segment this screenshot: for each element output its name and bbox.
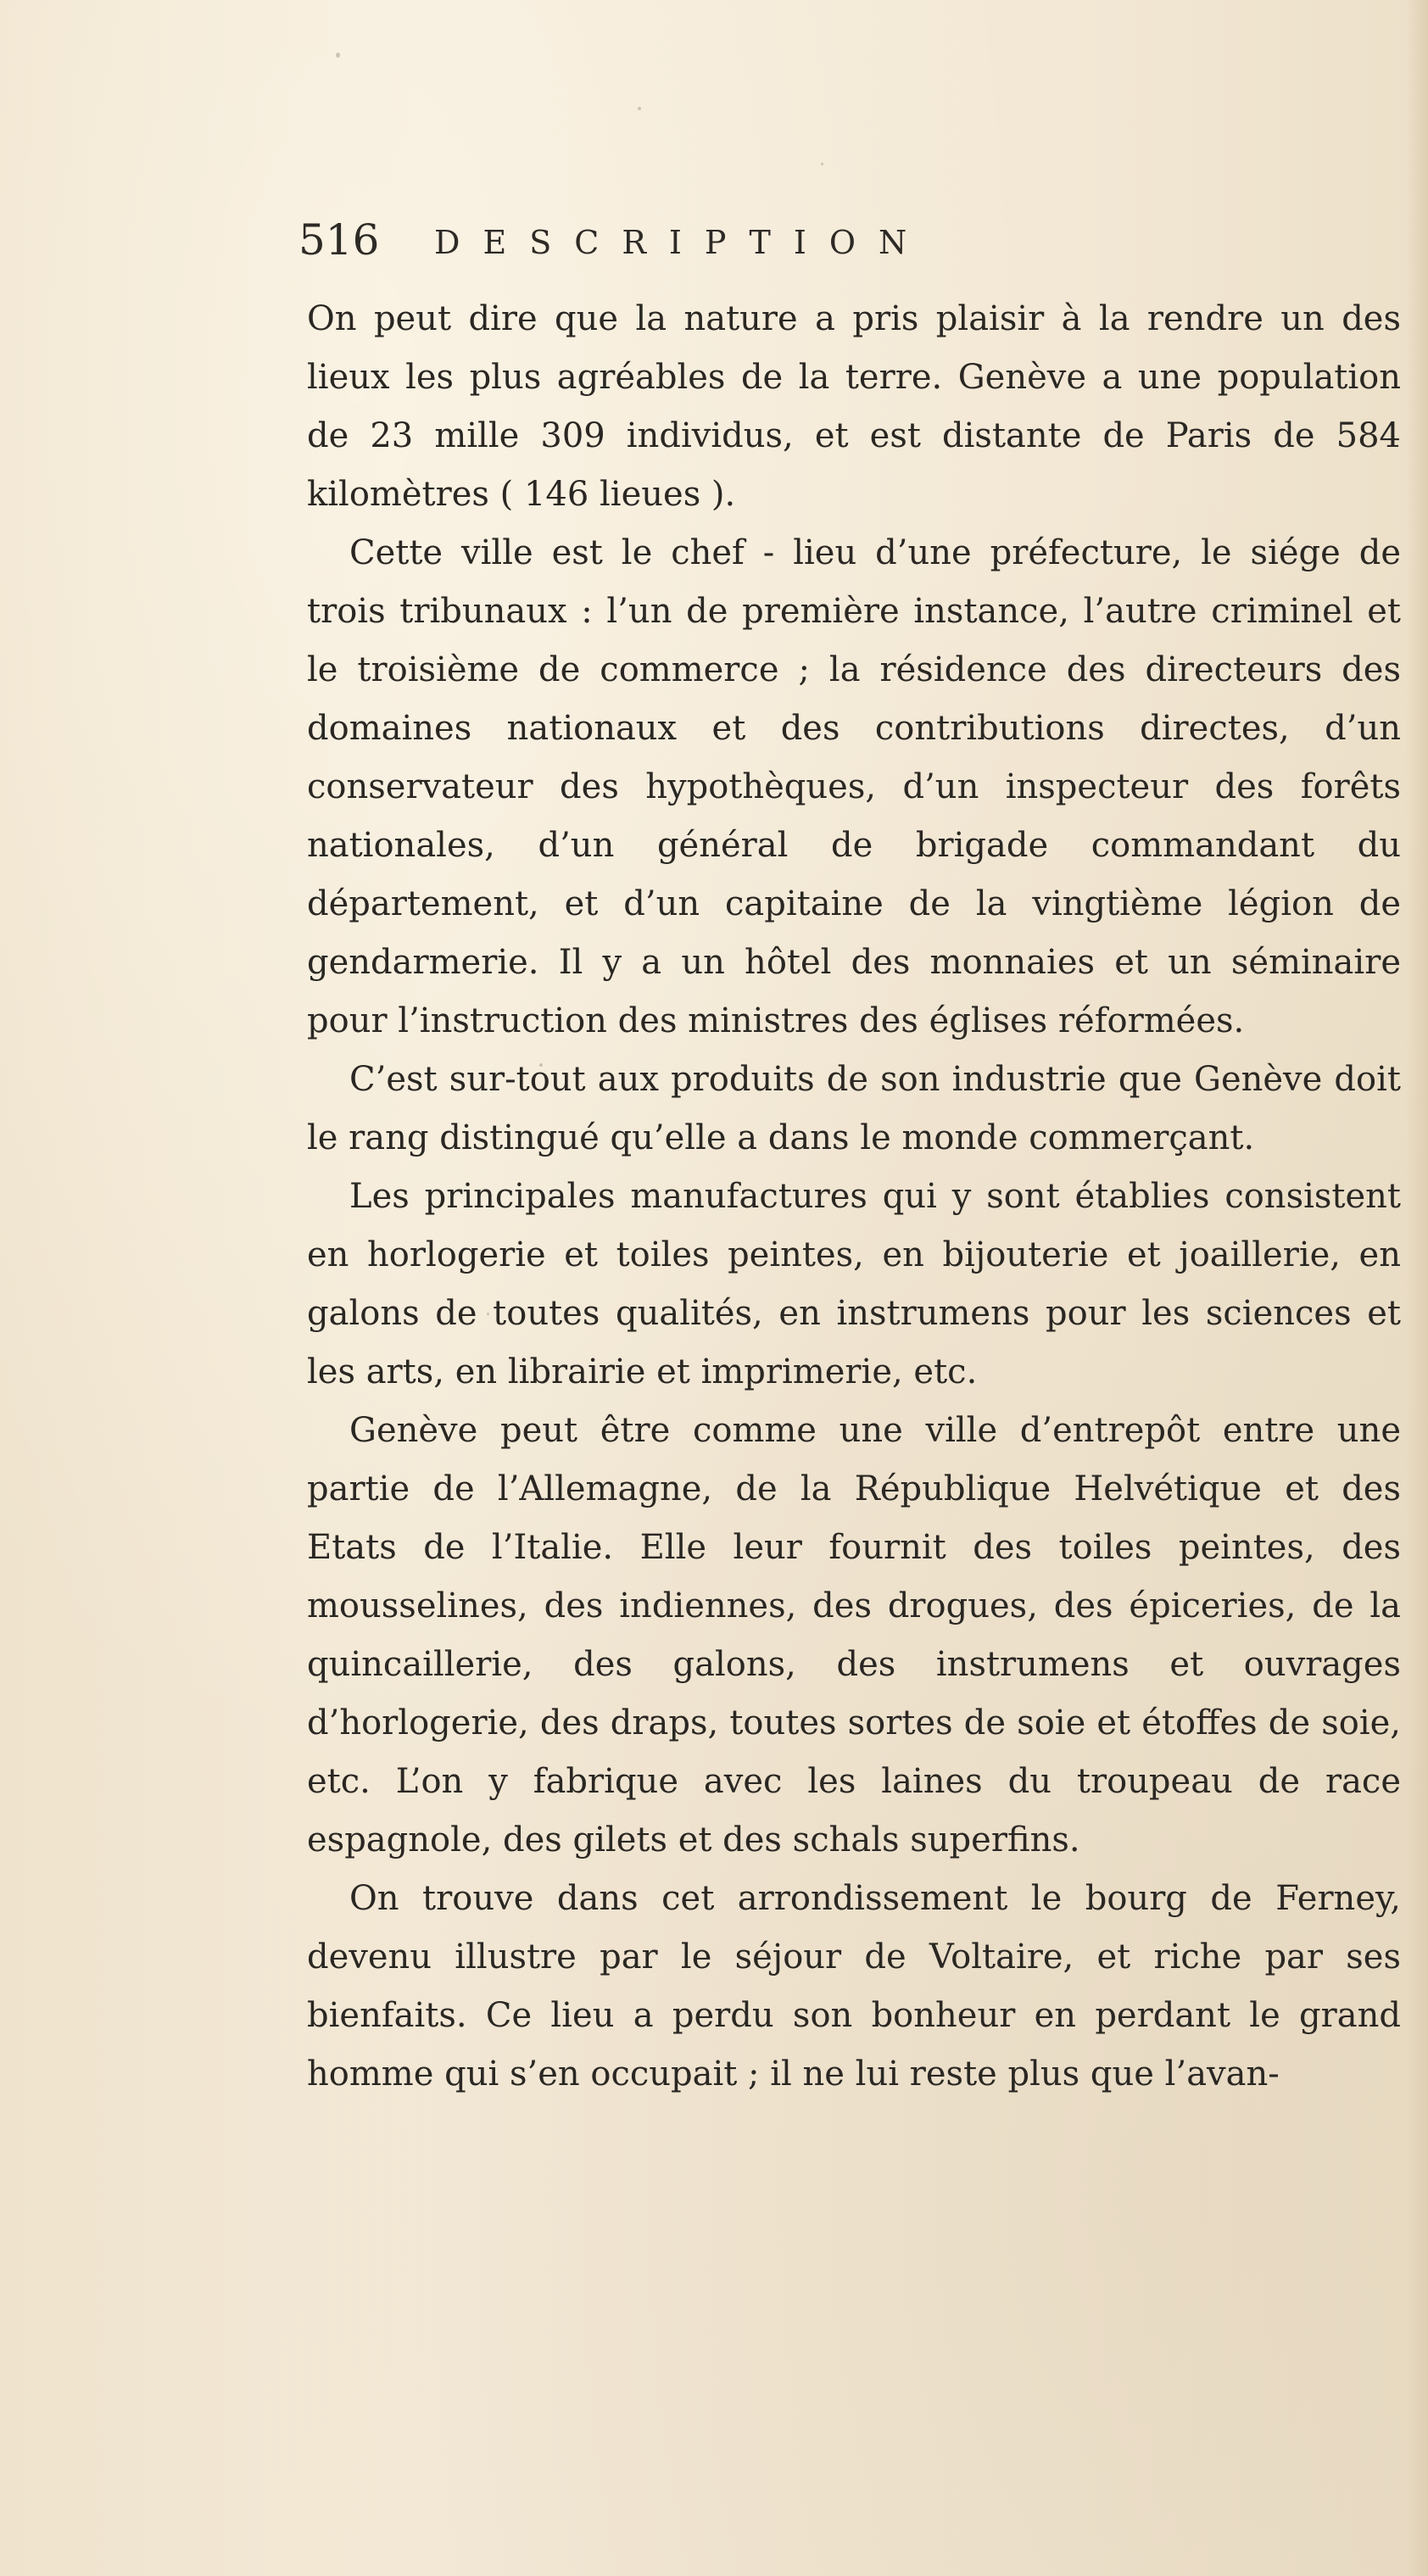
- paragraph: On trouve dans cet arrondissement le bourg de Ferney, devenu illustre par le séjour de Voltaire, et riche par ses bienfaits. Ce lieu a perdu son bonheur en perdant le grand homme qui s’en occupait ; il ne lui reste plus que l’avan-: [307, 1879, 1401, 2094]
- paragraph: C’est sur-tout aux produits de son industrie que Genève doit le rang distingué qu’elle a dans le monde commerçant.: [307, 1060, 1401, 1157]
- paragraph: Les principales manufactures qui y sont établies consistent en horlogerie et toiles peintes, en bijouterie et joaillerie, en galons de toutes qualités, en instrumens pour les sciences et les arts, en librairie et imprimerie, etc.: [307, 1177, 1401, 1391]
- page-header: [298, 210, 1146, 270]
- paragraph: Cette ville est le chef - lieu d’une préfecture, le siége de trois tribunaux : l’un de première instance, l’autre criminel et le troisième de commerce ; la résidence des directeurs des domaines nationaux et des contributions directes, d’un conservateur des hypothèques, d’un inspecteur des forêts nationales, d’un général de brigade commandant du département, et d’un capitaine de la vingtième légion de gendarmerie. Il y a un hôtel des monnaies et un séminaire pour l’instruction des ministres des églises réformées.: [307, 533, 1401, 1040]
- paragraph: Genève peut être comme une ville d’entrepôt entre une partie de l’Allemagne, de la République Helvétique et des Etats de l’Italie. Elle leur fournit des toiles peintes, des mousselines, des indiennes, des drogues, des épiceries, de la quincaillerie, des galons, des instrumens et ouvrages d’horlogerie, des draps, toutes sortes de soie et étoffes de soie, etc. L’on y fabrique avec les laines du troupeau de race espagnole, des gilets et des schals superfins.: [307, 1411, 1401, 1860]
- paper-speck: [638, 107, 641, 110]
- paper-speck: [336, 53, 340, 58]
- running-title: DESCRIPTION: [434, 224, 930, 261]
- paper-speck: [821, 163, 823, 165]
- page-number: 516: [298, 215, 380, 265]
- paragraph: On peut dire que la nature a pris plaisir à la rendre un des lieux les plus agréables de la terre. Genève a une population de 23 mille 309 individus, et est distante de Paris de 584 kilomètres ( 146 lieues ).: [307, 299, 1401, 514]
- body-text: [307, 290, 1401, 2104]
- page-edge-shadow: [1406, 0, 1428, 2576]
